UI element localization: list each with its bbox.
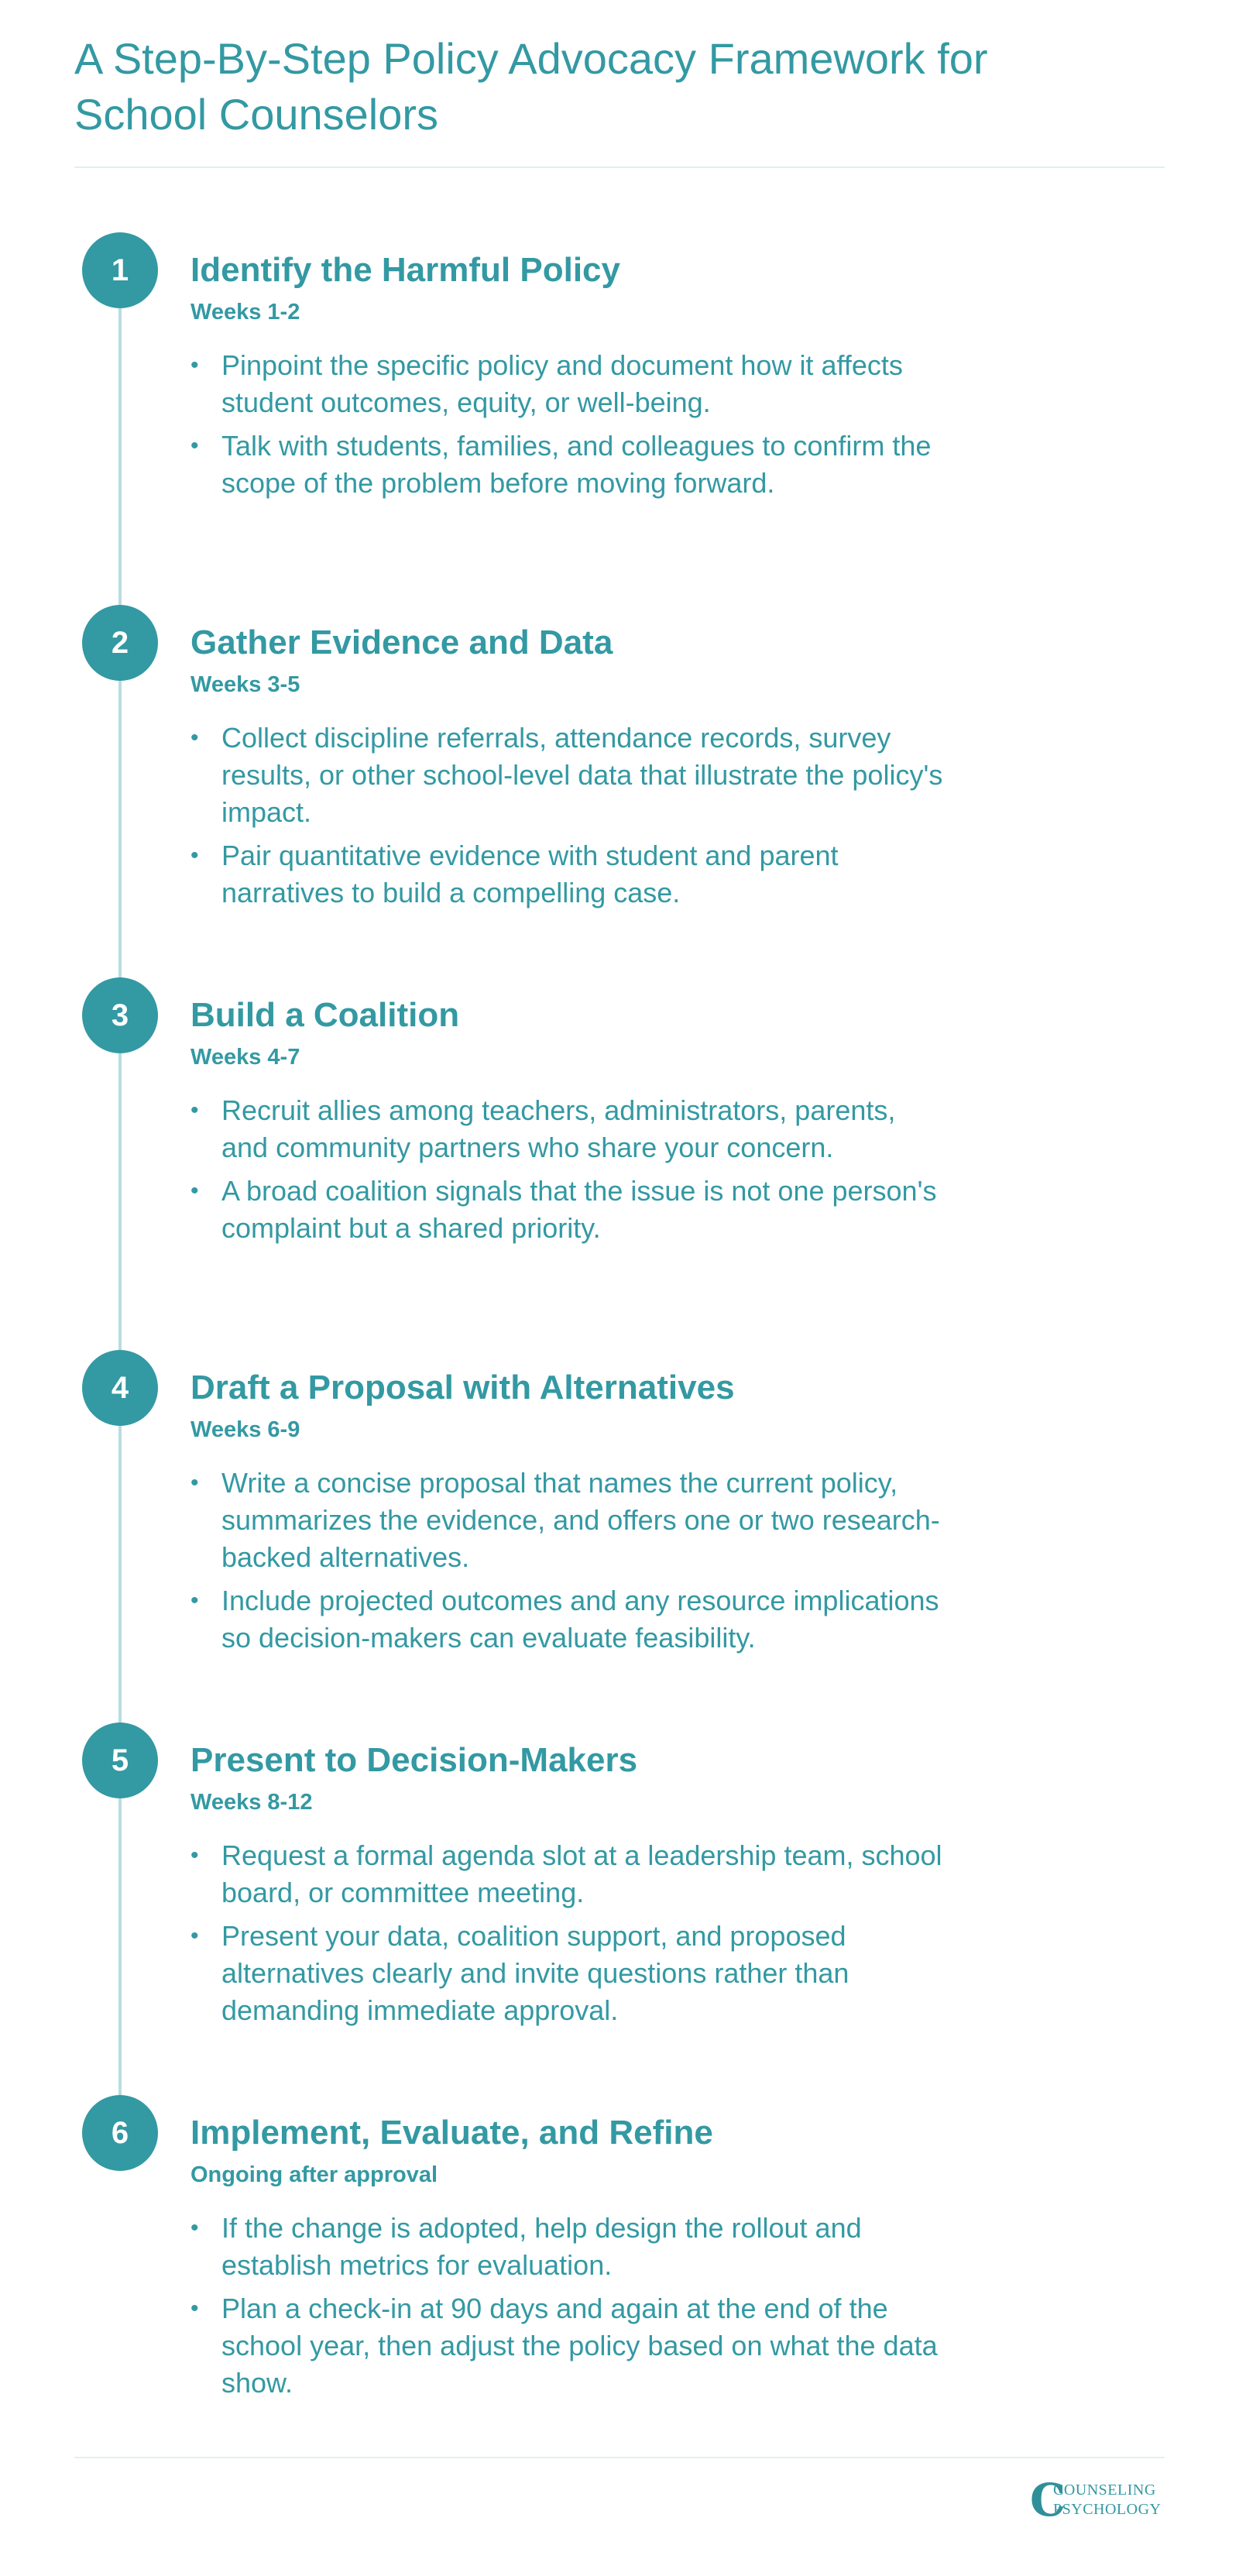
step-title: Present to Decision-Makers <box>190 1741 638 1779</box>
step-timeframe: Ongoing after approval <box>190 2162 438 2187</box>
list-item <box>190 2210 949 2284</box>
step-bullet-list <box>190 1092 949 1253</box>
logo-line-2: PSYCHOLOGY <box>1053 2501 1162 2518</box>
header-divider <box>74 167 1165 168</box>
list-item <box>190 1465 949 1576</box>
step-number-badge: 5 <box>82 1722 158 1798</box>
list-item <box>190 1918 949 2029</box>
step-bullet-list <box>190 2210 949 2408</box>
bullet-text: Plan a check-in at 90 days and again at the end of the school year, then adjust the policy based on what the data show. <box>221 2293 938 2399</box>
list-item <box>190 347 949 421</box>
bullet-icon: • <box>190 1178 199 1204</box>
bullet-text: Request a formal agenda slot at a leadership team, school board, or committee meeting. <box>221 1839 942 1908</box>
bullet-icon: • <box>190 1588 199 1613</box>
list-item <box>190 1092 949 1166</box>
list-item <box>190 1173 949 1247</box>
step-timeframe: Weeks 8-12 <box>190 1790 313 1815</box>
step-timeframe: Weeks 3-5 <box>190 672 300 697</box>
bullet-icon: • <box>190 1843 199 1868</box>
step-title: Build a Coalition <box>190 996 460 1034</box>
bullet-icon: • <box>190 2296 199 2321</box>
logo-line-1: COUNSELING <box>1053 2482 1156 2499</box>
step-bullet-list <box>190 1837 949 2035</box>
bullet-icon: • <box>190 2215 199 2241</box>
list-item <box>190 1837 949 1911</box>
bullet-icon: • <box>190 433 199 459</box>
bullet-icon: • <box>190 725 199 750</box>
list-item <box>190 1582 949 1657</box>
page-title: A Step-By-Step Policy Advocacy Framework for School Counselors <box>74 34 988 139</box>
step-number-badge: 3 <box>82 977 158 1053</box>
step-number-badge: 1 <box>82 232 158 308</box>
bullet-text: Present your data, coalition support, and proposed alternatives clearly and invite questions rather than demanding immediate approval. <box>221 1920 849 2026</box>
footer-divider <box>74 2457 1165 2458</box>
bullet-icon: • <box>190 1470 199 1496</box>
bullet-icon: • <box>190 352 199 378</box>
bullet-text: If the change is adopted, help design the rollout and establish metrics for evaluation. <box>221 2212 862 2281</box>
bullet-text: Write a concise proposal that names the current policy, summarizes the evidence, and offers one or two research-backed alternatives. <box>221 1467 940 1573</box>
bullet-text: Pair quantitative evidence with student and parent narratives to build a compelling case. <box>221 840 839 908</box>
step-number-badge: 6 <box>82 2095 158 2171</box>
logo-mark-icon: C <box>1030 2474 1066 2526</box>
bullet-text: Recruit allies among teachers, administrators, parents, and community partners who share your concern. <box>221 1094 896 1163</box>
bullet-icon: • <box>190 843 199 868</box>
list-item <box>190 428 949 502</box>
step-number-badge: 4 <box>82 1350 158 1426</box>
bullet-text: Collect discipline referrals, attendance records, survey results, or other school-level data that illustrate the policy's impact. <box>221 722 943 828</box>
list-item <box>190 837 949 912</box>
list-item <box>190 2290 949 2402</box>
step-bullet-list <box>190 1465 949 1663</box>
step-title: Draft a Proposal with Alternatives <box>190 1369 735 1406</box>
bullet-text: Talk with students, families, and colleagues to confirm the scope of the problem before moving forward. <box>221 430 932 499</box>
timeline-line <box>118 232 122 2122</box>
step-timeframe: Weeks 1-2 <box>190 300 300 325</box>
step-bullet-list <box>190 347 949 508</box>
step-timeframe: Weeks 6-9 <box>190 1417 300 1442</box>
step-bullet-list <box>190 720 949 918</box>
counseling-psychology-logo <box>1030 2474 1165 2526</box>
bullet-icon: • <box>190 1097 199 1123</box>
step-title: Identify the Harmful Policy <box>190 251 620 289</box>
bullet-text: A broad coalition signals that the issue is not one person's complaint but a shared priority. <box>221 1175 937 1244</box>
bullet-icon: • <box>190 1923 199 1949</box>
step-title: Gather Evidence and Data <box>190 623 613 661</box>
bullet-text: Include projected outcomes and any resource implications so decision-makers can evaluate feasibility. <box>221 1585 939 1654</box>
bullet-text: Pinpoint the specific policy and document how it affects student outcomes, equity, or well-being. <box>221 349 903 418</box>
step-timeframe: Weeks 4-7 <box>190 1045 300 1070</box>
list-item <box>190 720 949 831</box>
step-number-badge: 2 <box>82 605 158 681</box>
step-title: Implement, Evaluate, and Refine <box>190 2114 713 2152</box>
